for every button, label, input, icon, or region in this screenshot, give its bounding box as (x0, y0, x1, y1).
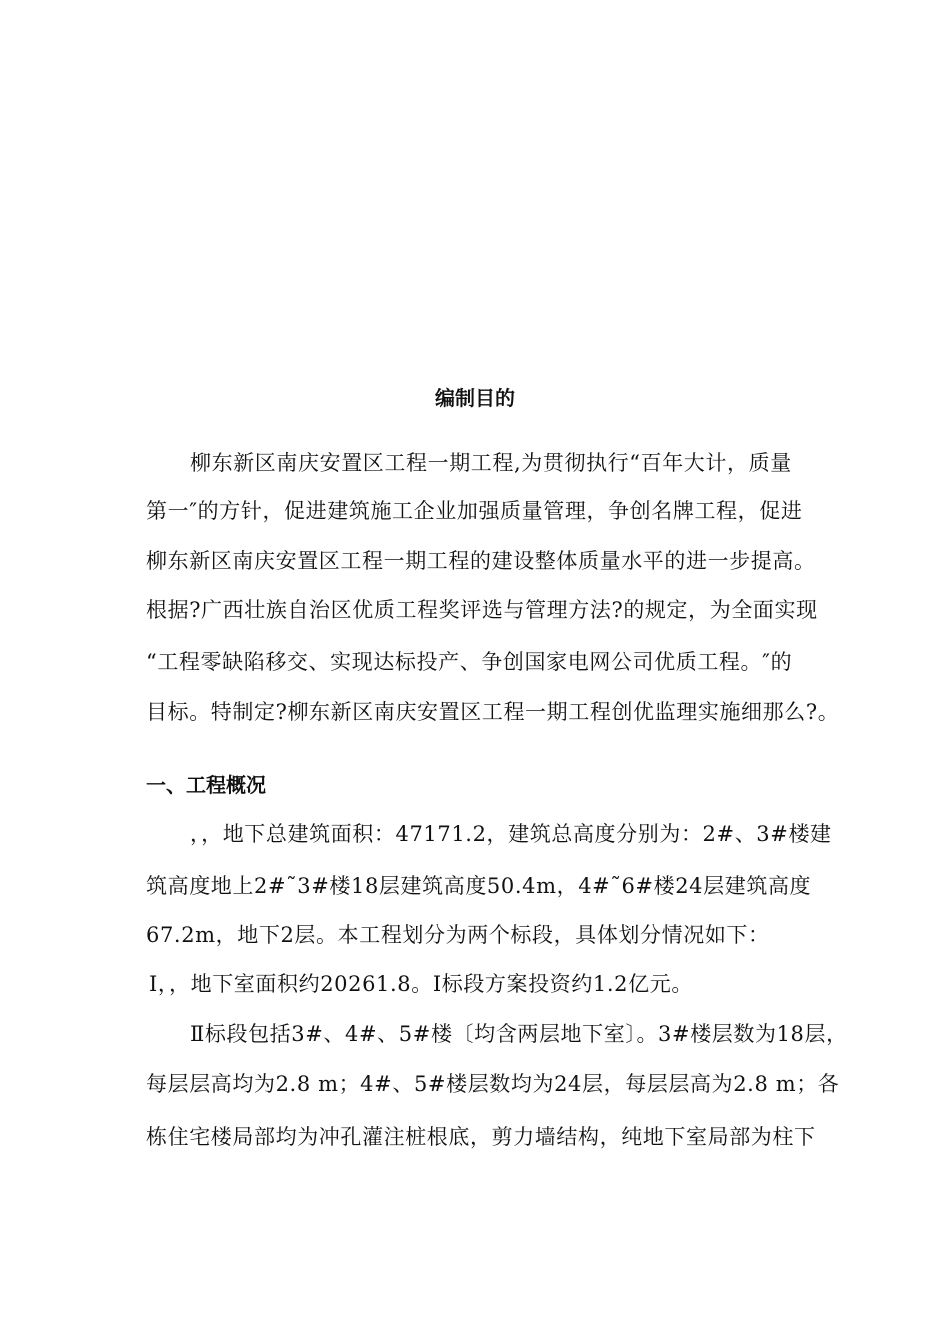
paragraph-line: 每层层高均为2.8 m；4#、5#楼层数均为24层，每层层高为2.8 m；各 (146, 1072, 840, 1096)
paragraph-line: Ⅱ标段包括3#、4#、5#楼〔均含两层地下室〕。3#楼层数为18层， (190, 1022, 848, 1046)
paragraph-line: “工程零缺陷移交、实现达标投产、争创国家电网公司优质工程。″的 (146, 650, 793, 674)
paragraph-line: 目标。特制定?柳东新区南庆安置区工程一期工程创优监理实施细那么?。 (146, 700, 840, 724)
section-heading: 一、工程概况 (146, 773, 266, 797)
paragraph-line: 柳东新区南庆安置区工程一期工程的建设整体质量水平的进一步提高。 (146, 549, 816, 573)
paragraph-line: Ⅰ，，地下室面积约20261.8。Ⅰ标段方案投资约1.2亿元。 (149, 972, 693, 996)
paragraph-line: 栋住宅楼局部均为冲孔灌注桩根底，剪力墙结构，纯地下室局部为柱下 (146, 1125, 816, 1149)
paragraph-line: 第一″的方针，促进建筑施工企业加强质量管理，争创名牌工程，促进 (146, 499, 803, 523)
paragraph-line: ，，地下总建筑面积：47171.2，建筑总高度分别为：2#、3#楼建 (190, 822, 832, 846)
paragraph-line: 根据?广西壮族自治区优质工程奖评选与管理方法?的规定，为全面实现 (146, 598, 818, 622)
page-title: 编制目的 (435, 386, 515, 410)
paragraph-line: 67.2m，地下2层。本工程划分为两个标段，具体划分情况如下： (146, 923, 770, 947)
paragraph-line: 柳东新区南庆安置区工程一期工程,为贯彻执行“百年大计，质量 (190, 451, 792, 475)
paragraph-line: 筑高度地上2#˜3#楼18层建筑高度50.4m，4#˜6#楼24层建筑高度 (146, 874, 812, 898)
